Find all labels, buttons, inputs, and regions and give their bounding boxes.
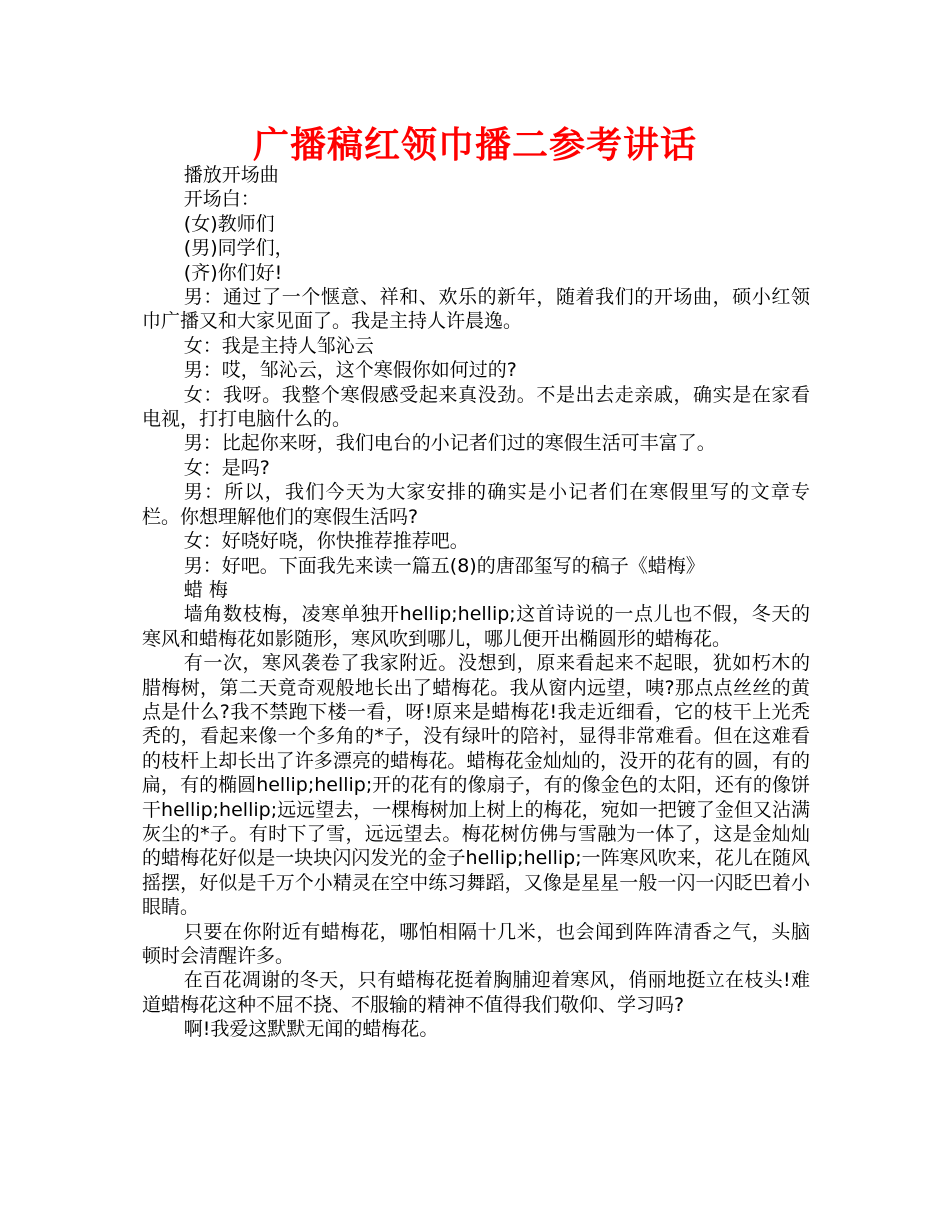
paragraph: 男：好吧。下面我先来读一篇五(8)的唐邵玺写的稿子《蜡梅》	[183, 554, 705, 577]
paragraph: 在百花凋谢的冬天，只有蜡梅花挺着胸脯迎着寒风，俏丽地挺立在枝头!难道蜡梅花这种不屈不挠、不服输的精神不值得我们敬仰、学习吗?	[142, 969, 810, 1016]
paragraph: (女)教师们	[183, 212, 275, 235]
paragraph: 墙角数枝梅，凌寒单独开hellip;hellip;这首诗说的一点儿也不假，冬天的寒风和蜡梅花如影随形，寒风吹到哪儿，哪儿便开出椭圆形的蜡梅花。	[142, 603, 810, 650]
article-title: 蜡 梅	[183, 578, 228, 601]
paragraph: 女：我是主持人邹沁云	[183, 334, 374, 357]
paragraph: 开场白：	[183, 188, 260, 211]
paragraph: 女：是吗?	[183, 456, 270, 479]
document-title: 广播稿红领巾播二参考讲话	[252, 124, 697, 166]
paragraph: 男：哎，邹沁云，这个寒假你如何过的?	[183, 359, 517, 382]
paragraph: 女：我呀。我整个寒假感受起来真没劲。不是出去走亲戚，确实是在家看电视，打打电脑什么的。	[142, 383, 810, 431]
paragraph: 播放开场曲	[183, 164, 279, 186]
paragraph: (男)同学们，	[183, 237, 294, 260]
paragraph: 女：好哓好哓，你快推荐推荐吧。	[183, 530, 469, 553]
paragraph: 男：所以，我们今天为大家安排的确实是小记者们在寒假里写的文章专栏。你想理解他们的寒假生活吗?	[142, 481, 810, 528]
paragraph: 啊!我爱这默默无闻的蜡梅花。	[183, 1018, 439, 1041]
document-body	[142, 163, 810, 1042]
paragraph: 有一次，寒风袭卷了我家附近。没想到，原来看起来不起眼，犹如朽木的腊梅树，第二天竟奇观般地长出了蜡梅花。我从窗内远望，咦?那点点丝丝的黄点是什么?我不禁跑下楼一看，呀!原来是蜡梅花!我走近细看，它的枝干上光秃秃的，看起来像一个多角的*子，没有绿叶的陪衬，显得非常难看。但在这难看的枝杆上却长出了许多漂亮的蜡梅花。蜡梅花金灿灿的，没开的花有的圆，有的扁，有的椭圆hellip;hellip;开的花有的像扇子，有的像金色的太阳，还有的像饼干hellip;hellip;远远望去，一棵梅树加上树上的梅花，宛如一把镀了金但又沾满灰尘的*子。有时下了雪，远远望去。梅花树仿佛与雪融为一体了，这是金灿灿的蜡梅花好似是一块块闪闪发光的金子hellip;hellip;一阵寒风吹来，花儿在随风摇摆，好似是千万个小精灵在空中练习舞蹈，又像是星星一般一闪一闪眨巴着小眼睛。	[142, 652, 810, 919]
paragraph: 只要在你附近有蜡梅花，哪怕相隔十几米，也会闻到阵阵清香之气，头脑顿时会清醒许多。	[142, 920, 810, 967]
paragraph: (齐)你们好!	[183, 261, 283, 284]
paragraph: 男：比起你来呀，我们电台的小记者们过的寒假生活可丰富了。	[183, 432, 716, 455]
paragraph: 男：通过了一个惬意、祥和、欢乐的新年，随着我们的开场曲，硕小红领巾广播又和大家见面了。我是主持人许晨逸。	[142, 286, 810, 333]
